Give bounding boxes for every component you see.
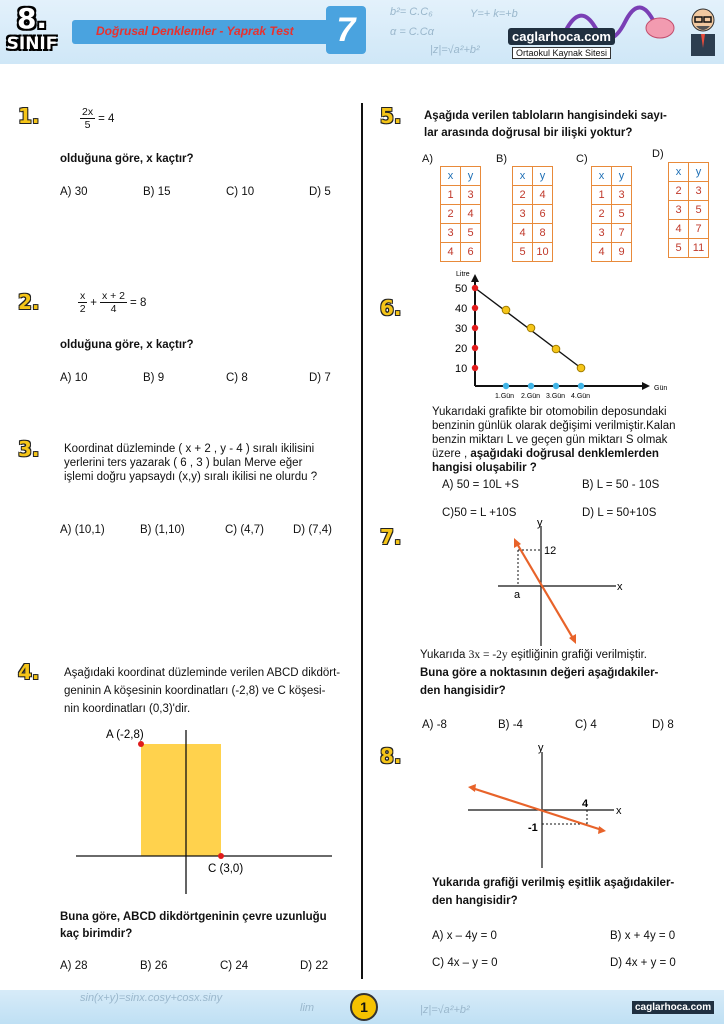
q7-graph	[494, 516, 634, 648]
column-divider	[361, 103, 363, 979]
worksheet-title: Doğrusal Denklemler - Yaprak Test	[96, 24, 294, 38]
decorative-math: |z|=√a²+b²	[420, 1004, 470, 1016]
q1-option-b[interactable]: B) 15	[143, 186, 171, 198]
table-cell: 3	[513, 205, 533, 224]
table-cell: 9	[612, 243, 632, 262]
table-cell: 3	[689, 182, 709, 201]
table-cell: 1	[441, 186, 461, 205]
q7-option-d[interactable]: D) 8	[652, 719, 674, 731]
table-cell: 2	[592, 205, 612, 224]
table-header-y: y	[689, 163, 709, 182]
q1-option-c[interactable]: C) 10	[226, 186, 255, 198]
q6-line-4b: aşağıdaki doğrusal denklemlerden	[470, 448, 659, 460]
q8-option-b[interactable]: B) x + 4y = 0	[610, 930, 676, 942]
question-number-2: 2.	[18, 290, 40, 314]
q8-y-label: y	[538, 742, 544, 754]
q5-table-a	[440, 166, 481, 262]
decorative-math: Y=+ k=+b	[470, 8, 518, 20]
arrow-up-icon	[471, 274, 479, 282]
q2-frac1-num: x	[80, 290, 86, 302]
q4-label-a: A (-2,8)	[106, 729, 144, 741]
q6-option-d[interactable]: D) L = 50+10S	[582, 507, 657, 519]
q3-option-d[interactable]: D) (7,4)	[293, 524, 332, 536]
q5-table-c-label[interactable]: C)	[576, 153, 588, 165]
q4-option-d[interactable]: D) 22	[300, 960, 329, 972]
q7-option-b[interactable]: B) -4	[498, 719, 523, 731]
q4-point-c	[218, 853, 224, 859]
q4-option-a[interactable]: A) 28	[60, 960, 88, 972]
q6-x-point	[503, 383, 509, 389]
q8-x-label: x	[616, 805, 622, 817]
table-cell: 6	[461, 243, 481, 262]
q6-x-axis-label: Gün	[654, 385, 668, 392]
table-cell: 5	[612, 205, 632, 224]
q7-value-a: a	[514, 589, 521, 601]
page-footer	[0, 990, 724, 1024]
q2-question: olduğuna göre, x kaçtır?	[60, 339, 194, 351]
q3-text-line-1: Koordinat düzleminde ( x + 2 , y - 4 ) sıralı ikilisini	[64, 443, 315, 455]
q6-y-tick: 20	[455, 343, 468, 355]
table-cell: 3	[612, 186, 632, 205]
table-cell: 10	[533, 243, 553, 262]
q2-option-a[interactable]: A) 10	[60, 372, 88, 384]
table-cell: 5	[689, 201, 709, 220]
q4-question-line-1: Buna göre, ABCD dikdörtgeninin çevre uzunluğu	[60, 911, 327, 923]
q2-equation	[78, 290, 146, 315]
q7-equation: 3x = -2y	[468, 649, 508, 661]
decorative-math: lim	[300, 1002, 315, 1014]
q6-y-point	[472, 305, 478, 311]
q6-option-b[interactable]: B) L = 50 - 10S	[582, 479, 660, 491]
table-cell: 8	[533, 224, 553, 243]
q6-data-point	[502, 306, 510, 314]
q7-line-1a: Yukarıda	[420, 649, 469, 661]
q7-line-1b: eşitliğinin grafiği verilmiştir.	[507, 649, 647, 661]
q6-data-point	[527, 324, 535, 332]
q5-text-line-1: Aşağıda verilen tabloların hangisindeki sayı-	[424, 110, 667, 122]
q1-option-a[interactable]: A) 30	[60, 186, 88, 198]
q7-text-line-2: Buna göre a noktasının değeri aşağıdakiler-	[420, 667, 659, 679]
q4-question-line-2: kaç birimdir?	[60, 928, 133, 940]
table-cell: 3	[669, 201, 689, 220]
q6-y-tick: 50	[455, 283, 468, 295]
q4-text-line-2: geninin A köşesinin koordinatları (-2,8) ve C köşesi-	[64, 685, 326, 697]
q4-rectangle	[141, 744, 221, 856]
table-cell: 4	[441, 243, 461, 262]
decorative-math: b²= C.C₆	[390, 6, 433, 18]
q6-y-point	[472, 285, 478, 291]
grade-badge	[6, 4, 58, 62]
decorative-math: α = C.Cα	[390, 26, 435, 38]
q6-y-tick: 40	[455, 303, 468, 315]
q2-option-b[interactable]: B) 9	[143, 372, 165, 384]
arrow-right-icon	[642, 382, 650, 390]
table-cell: 5	[669, 239, 689, 258]
page-header	[0, 0, 724, 64]
q2-rhs: = 8	[130, 296, 147, 309]
table-cell: 5	[513, 243, 533, 262]
q4-coordinate-plane	[70, 726, 336, 896]
table-cell: 2	[441, 205, 461, 224]
q6-option-c[interactable]: C)50 = L +10S	[442, 507, 517, 519]
footer-brand: caglarhoca.com	[632, 1001, 714, 1014]
q6-x-point	[578, 383, 584, 389]
q1-fraction	[80, 106, 95, 131]
question-number-8: 8.	[380, 744, 402, 768]
q2-fraction-1	[78, 290, 87, 315]
question-number-4: 4.	[18, 660, 40, 684]
q4-point-a	[138, 741, 144, 747]
arrow-right-icon	[598, 826, 606, 834]
q7-text-line-1	[420, 648, 647, 663]
q6-y-tick: 30	[455, 323, 468, 335]
q3-option-a[interactable]: A) (10,1)	[60, 524, 105, 536]
table-cell: 1	[592, 186, 612, 205]
question-number-7: 7.	[380, 525, 402, 549]
q6-text-line-1: Yukarıdaki grafikte bir otomobilin deposundaki	[432, 406, 667, 418]
q6-x-point	[553, 383, 559, 389]
table-cell: 3	[441, 224, 461, 243]
q8-option-a[interactable]: A) x – 4y = 0	[432, 930, 497, 942]
q6-data-point	[577, 364, 585, 372]
q6-text-line-3: benzin miktarı L ve geçen gün miktarı S olmak	[432, 434, 668, 446]
table-cell: 4	[513, 224, 533, 243]
q6-text-line-5: hangisi oluşabilir ?	[432, 462, 537, 474]
q5-table-b-label[interactable]: B)	[496, 153, 507, 165]
q5-table-a-label[interactable]: A)	[422, 153, 433, 165]
q8-value-4: 4	[582, 798, 589, 810]
q6-y-tick: 10	[455, 363, 468, 375]
q2-frac1-den: 2	[79, 303, 86, 315]
q5-table-b	[512, 166, 553, 262]
q6-x-point	[528, 383, 534, 389]
table-cell: 2	[669, 182, 689, 201]
table-cell: 4	[592, 243, 612, 262]
q5-text-line-2: lar arasında doğrusal bir ilişki yoktur?	[424, 127, 633, 139]
q4-text-line-1: Aşağıdaki koordinat düzleminde verilen ABCD dikdört-	[64, 667, 341, 679]
test-number: 7	[326, 6, 366, 54]
q7-text-line-3: den hangisidir?	[420, 685, 506, 697]
q2-option-d[interactable]: D) 7	[309, 372, 331, 384]
q6-graph	[446, 266, 672, 402]
arrow-left-icon	[468, 784, 476, 792]
table-cell: 2	[513, 186, 533, 205]
q8-value-minus-1: -1	[528, 822, 538, 834]
q6-text-line-4	[432, 447, 659, 462]
q6-line-4a: üzere ,	[432, 448, 471, 460]
question-number-3: 3.	[18, 437, 40, 461]
q6-y-axis-label: Litre	[456, 271, 470, 278]
q8-text-line-2: den hangisidir?	[432, 895, 518, 907]
table-cell: 4	[533, 186, 553, 205]
q7-option-a[interactable]: A) -8	[422, 719, 447, 731]
q5-table-d-label[interactable]: D)	[652, 148, 664, 160]
q3-option-b[interactable]: B) (1,10)	[140, 524, 185, 536]
table-cell: 7	[689, 220, 709, 239]
q2-option-c[interactable]: C) 8	[226, 372, 248, 384]
table-cell: 6	[533, 205, 553, 224]
q1-rhs: = 4	[98, 112, 115, 125]
q1-question: olduğuna göre, x kaçtır?	[60, 153, 194, 165]
q3-text-line-2: yerlerini ters yazarak ( 6 , 3 ) bulan Merve eğer	[64, 457, 303, 469]
q8-option-d[interactable]: D) 4x + y = 0	[610, 957, 676, 969]
q6-option-a[interactable]: A) 50 = 10L +S	[442, 479, 519, 491]
table-cell: 4	[461, 205, 481, 224]
q4-option-b[interactable]: B) 26	[140, 960, 168, 972]
decorative-math: |z|=√a²+b²	[430, 44, 480, 56]
q1-option-d[interactable]: D) 5	[309, 186, 331, 198]
q5-table-c	[591, 166, 632, 262]
question-number-5: 5.	[380, 104, 402, 128]
q2-frac2-den: 4	[110, 303, 117, 315]
q7-option-c[interactable]: C) 4	[575, 719, 597, 731]
brand-logo: caglarhoca.com	[508, 28, 615, 45]
q6-y-point	[472, 365, 478, 371]
q8-graph	[462, 740, 632, 870]
page-number: 1	[350, 993, 378, 1021]
q2-plus: +	[90, 296, 97, 309]
q4-label-c: C (3,0)	[208, 863, 244, 875]
table-cell: 3	[592, 224, 612, 243]
q1-frac-den: 5	[84, 119, 91, 131]
q6-y-point	[472, 325, 478, 331]
q2-fraction-2	[100, 290, 127, 315]
decorative-math: sin(x+y)=sinx.cosy+cosx.siny	[80, 992, 223, 1004]
table-header-y: y	[612, 167, 632, 186]
table-cell: 5	[461, 224, 481, 243]
table-header-x: x	[441, 167, 461, 186]
q6-x-tick: 2.Gün	[521, 393, 541, 400]
q7-value-12: 12	[544, 545, 557, 557]
q7-x-label: x	[617, 581, 623, 593]
grade-number: 8.	[16, 2, 48, 35]
q6-x-tick: 3.Gün	[546, 393, 566, 400]
q1-frac-num: 2x	[82, 106, 94, 118]
q5-table-d	[668, 162, 709, 258]
question-number-1: 1.	[18, 104, 40, 128]
table-cell: 11	[689, 239, 709, 258]
q6-x-tick: 1.Gün	[495, 393, 515, 400]
table-header-y: y	[533, 167, 553, 186]
q6-text-line-2: benzinin günlük olarak değişimi verilmiştir.Kalan	[432, 420, 676, 432]
q6-x-tick: 4.Gün	[571, 393, 591, 400]
table-header-y: y	[461, 167, 481, 186]
table-cell: 7	[612, 224, 632, 243]
question-number-6: 6.	[380, 296, 402, 320]
table-cell: 4	[669, 220, 689, 239]
table-header-x: x	[592, 167, 612, 186]
q8-text-line-1: Yukarıda grafiği verilmiş eşitlik aşağıdakiler-	[432, 877, 675, 889]
q3-text-line-3: işlemi doğru yapsaydı (x,y) sıralı ikilisi ne olurdu ?	[64, 471, 318, 483]
q6-data-point	[552, 345, 560, 353]
table-header-x: x	[669, 163, 689, 182]
q4-option-c[interactable]: C) 24	[220, 960, 249, 972]
q3-option-c[interactable]: C) (4,7)	[225, 524, 264, 536]
q4-text-line-3: nin koordinatları (0,3)'dir.	[64, 703, 191, 715]
q2-frac2-num: x + 2	[101, 290, 126, 302]
avatar-icon	[686, 4, 720, 56]
q6-y-point	[472, 345, 478, 351]
q8-option-c[interactable]: C) 4x – y = 0	[432, 957, 498, 969]
q7-y-label: y	[537, 517, 543, 529]
q1-equation	[80, 106, 114, 131]
brand-subtitle: Ortaokul Kaynak Sitesi	[512, 47, 611, 59]
table-cell: 3	[461, 186, 481, 205]
grade-label: SINIF	[6, 34, 58, 54]
table-header-x: x	[513, 167, 533, 186]
